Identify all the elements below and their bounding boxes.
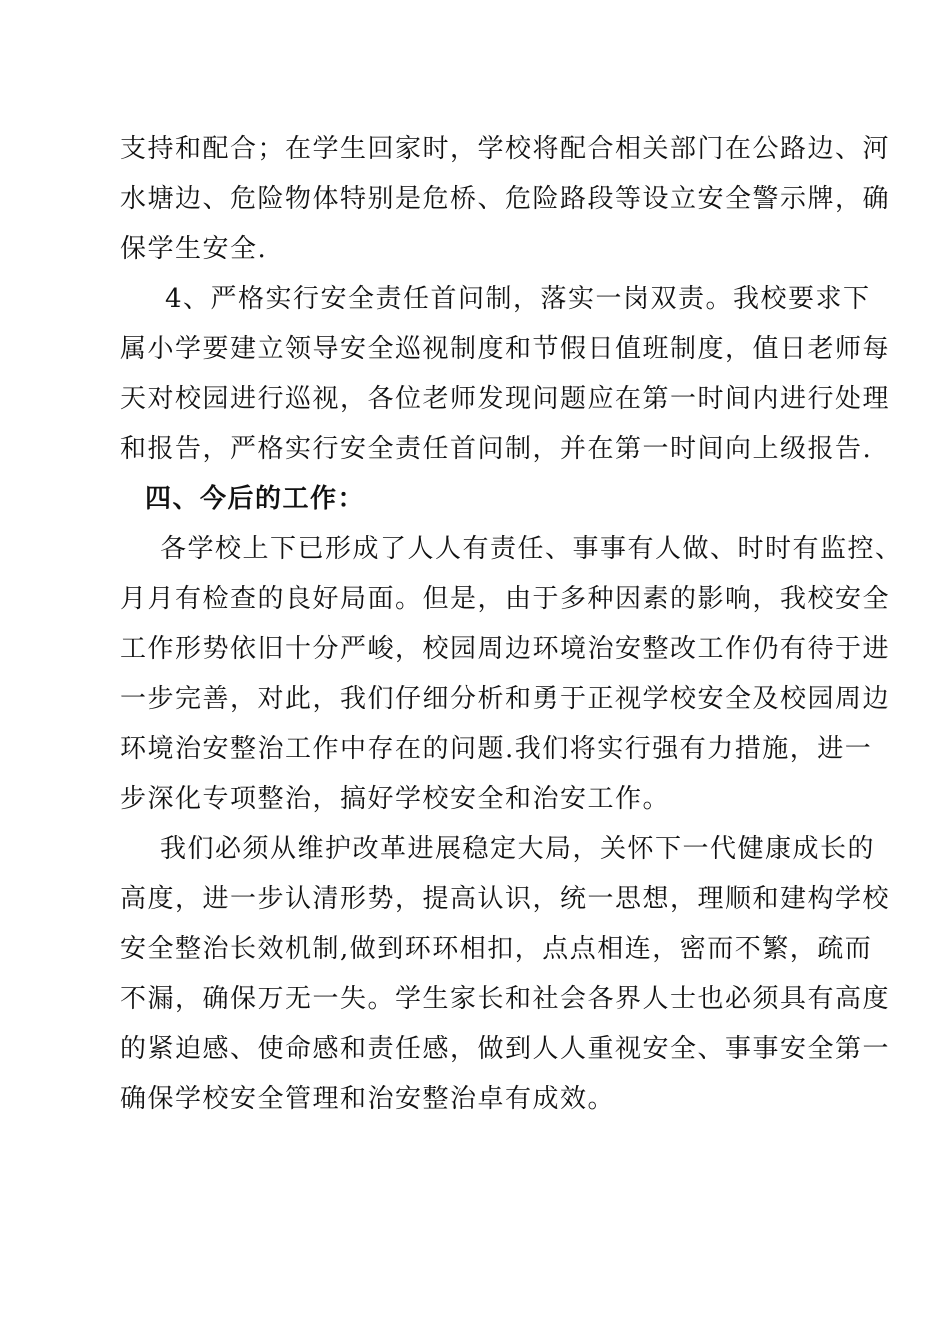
paragraph-line: 环境治安整治工作中存在的问题.我们将实行强有力措施，进一 <box>120 734 873 764</box>
paragraph-line: 属小学要建立领导安全巡视制度和节假日值班制度，值日老师每 <box>120 334 891 364</box>
paragraph-line: 不漏，确保万无一失。学生家长和社会各界人士也必须具有高度 <box>120 984 891 1014</box>
paragraph-line: 各学校上下已形成了人人有责任、事事有人做、时时有监控、 <box>160 534 903 564</box>
paragraph-line: 和报告，严格实行安全责任首问制，并在第一时间向上级报告. <box>120 434 873 464</box>
paragraph-line: 的紧迫感、使命感和责任感，做到人人重视安全、事事安全第一 <box>120 1034 891 1064</box>
paragraph-line: 高度，进一步认清形势，提高认识，统一思想，理顺和建构学校 <box>120 884 891 914</box>
paragraph-line: 水塘边、危险物体特别是危桥、危险路段等设立安全警示牌，确 <box>120 184 891 214</box>
section-heading: 四、今后的工作： <box>145 484 366 514</box>
paragraph-line: 工作形势依旧十分严峻，校园周边环境治安整改工作仍有待于进 <box>120 634 891 664</box>
paragraph-line: 一步完善，对此，我们仔细分析和勇于正视学校安全及校园周边 <box>120 684 891 714</box>
paragraph-line: 月月有检查的良好局面。但是，由于多种因素的影响，我校安全 <box>120 584 891 614</box>
paragraph-line: 确保学校安全管理和治安整治卓有成效。 <box>120 1084 616 1114</box>
paragraph-line: 步深化专项整治，搞好学校安全和治安工作。 <box>120 784 671 814</box>
paragraph-line: 保学生安全. <box>120 234 268 264</box>
paragraph-line: 我们必须从维护改革进展稳定大局，关怀下一代健康成长的 <box>160 834 876 864</box>
paragraph-line: 支持和配合；在学生回家时，学校将配合相关部门在公路边、河 <box>120 134 891 164</box>
paragraph-line: 安全整治长效机制,做到环环相扣，点点相连，密而不繁，疏而 <box>120 934 873 964</box>
paragraph-line: 4、严格实行安全责任首问制，落实一岗双责。我校要求下 <box>165 284 871 314</box>
paragraph-line: 天对校园进行巡视，各位老师发现问题应在第一时间内进行处理 <box>120 384 891 414</box>
